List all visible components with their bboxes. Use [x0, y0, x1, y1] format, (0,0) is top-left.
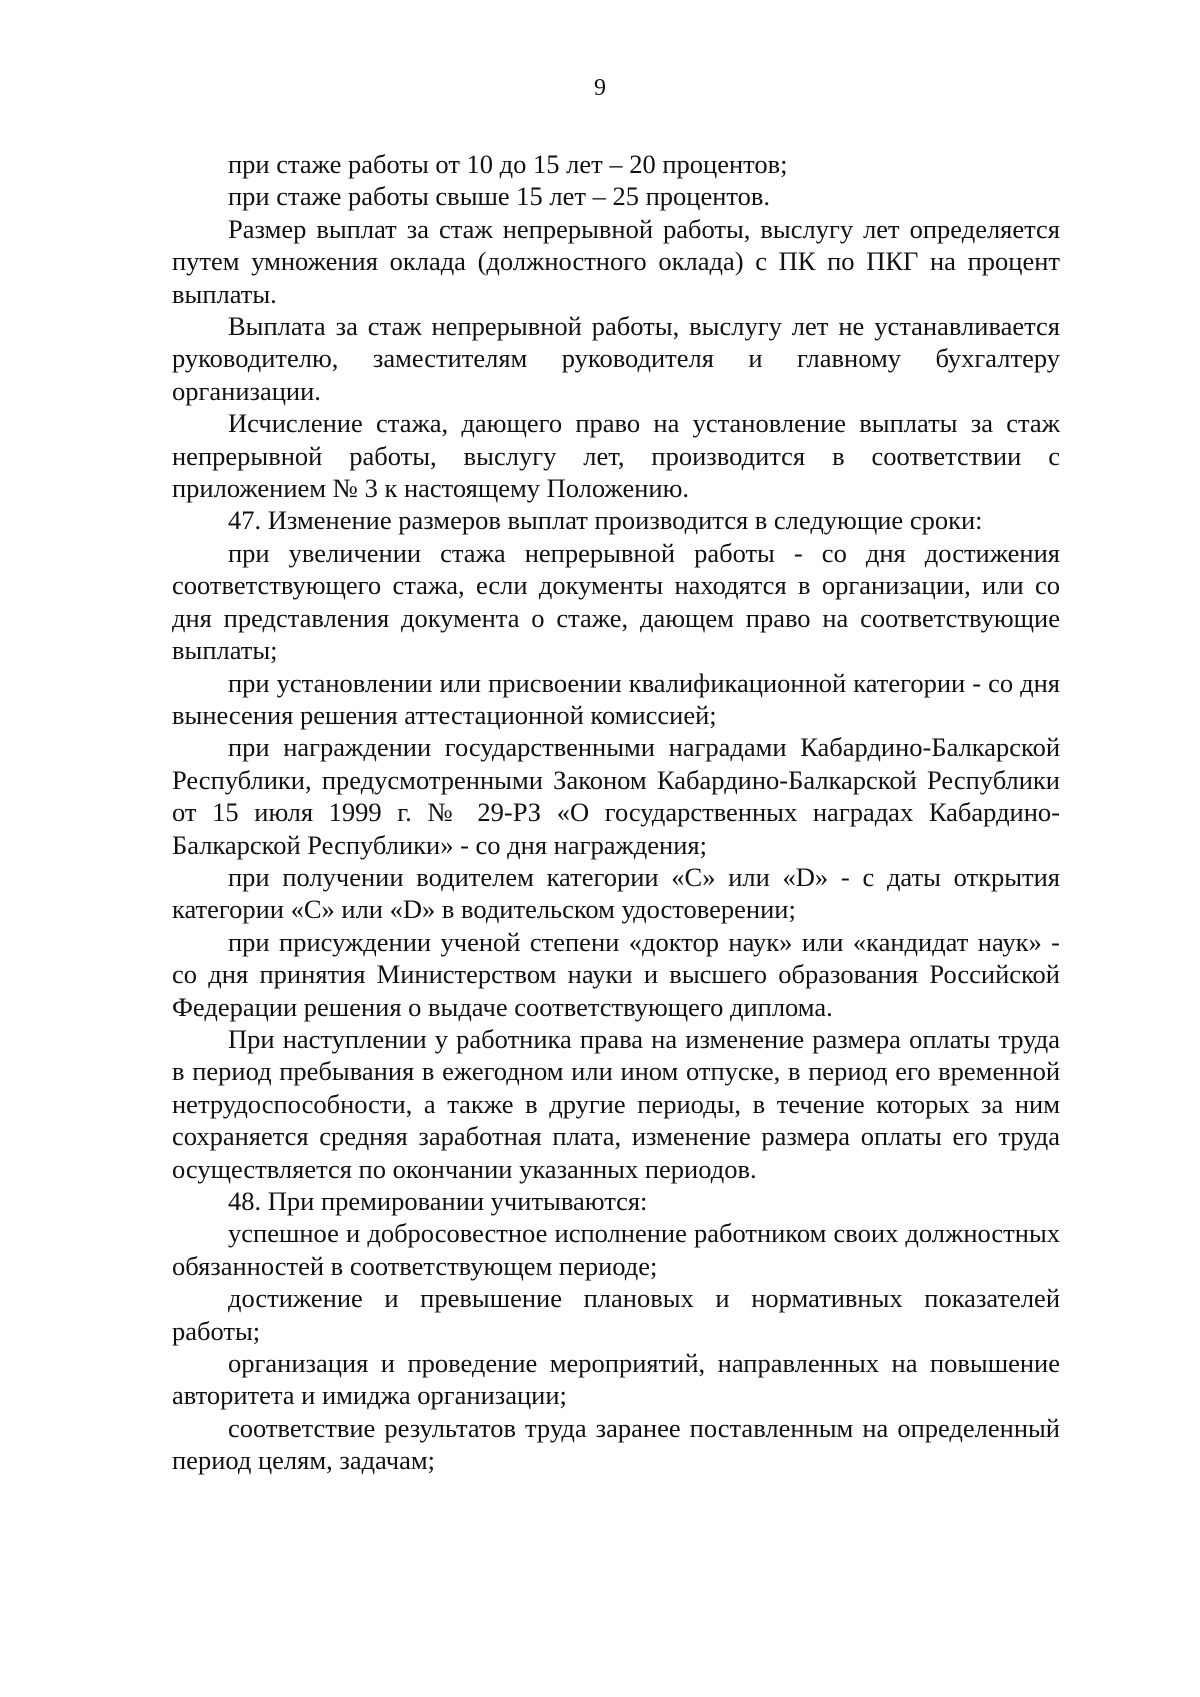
page-number: 9 [594, 75, 606, 101]
paragraph: достижение и превышение плановых и нормативных показателей работы; [172, 1283, 1060, 1346]
paragraph: при получении водителем категории «С» или «D» - с даты открытия категории «С» или «D» в водительском удостоверении; [172, 861, 1060, 925]
paragraph: при присуждении ученой степени «доктор наук» или «кандидат наук» - со дня принятия Министерством науки и высшего образования Российской Федерации решения о выдаче соответствующего диплома. [172, 926, 1060, 1022]
paragraph: при стаже работы свыше 15 лет – 25 процентов. [228, 181, 771, 212]
paragraph: организация и проведение мероприятий, направленных на повышение авторитета и имиджа организации; [172, 1348, 1060, 1411]
paragraph: Выплата за стаж непрерывной работы, выслугу лет не устанавливается руководителю, заместителям руководителя и главному бухгалтеру организации. [172, 311, 1060, 406]
paragraph: 48. При премировании учитываются: [228, 1186, 648, 1216]
paragraph: при награждении государственными наградами Кабардино-Балкарской Республики, предусмотренными Законом Кабардино-Балкарской Республики от 15 июля 1999 г. № 29-РЗ «О государственных наградах Кабардино-Балкарской Республики» - со дня награждения; [172, 732, 1060, 860]
paragraph: при увеличении стажа непрерывной работы - со дня достижения соответствующего стажа, если документы находятся в организации, или со дня представления документа о стаже, дающем право на соответствующие выплаты; [172, 537, 1060, 666]
paragraph: Исчисление стажа, дающего право на установление выплаты за стаж непрерывной работы, выслугу лет, производится в соответствии с приложением № 3 к настоящему Положению. [172, 408, 1060, 504]
paragraph: Размер выплат за стаж непрерывной работы, выслугу лет определяется путем умножения оклада (должностного оклада) с ПК по ПКГ на процент выплаты. [172, 213, 1060, 309]
paragraph: 47. Изменение размеров выплат производится в следующие сроки: [228, 505, 983, 536]
paragraph: соответствие результатов труда заранее поставленным на определенный период целям, задачам; [172, 1412, 1060, 1476]
paragraph: При наступлении у работника права на изменение размера оплаты труда в период пребывания в ежегодном или ином отпуске, в период его временной нетрудоспособности, а также в другие периоды, в течение которых за ним сохраняется средняя заработная плата, изменение размера оплаты его труда осуществляется по окончании указанных периодов. [172, 1023, 1060, 1184]
paragraph: успешное и добросовестное исполнение работником своих должностных обязанностей в соответствующем периоде; [172, 1218, 1060, 1281]
paragraph: при установлении или присвоении квалификационной категории - со дня вынесения решения аттестационной комиссией; [172, 667, 1060, 730]
paragraph: при стаже работы от 10 до 15 лет – 20 процентов; [228, 149, 788, 179]
document-body [172, 148, 1060, 1477]
